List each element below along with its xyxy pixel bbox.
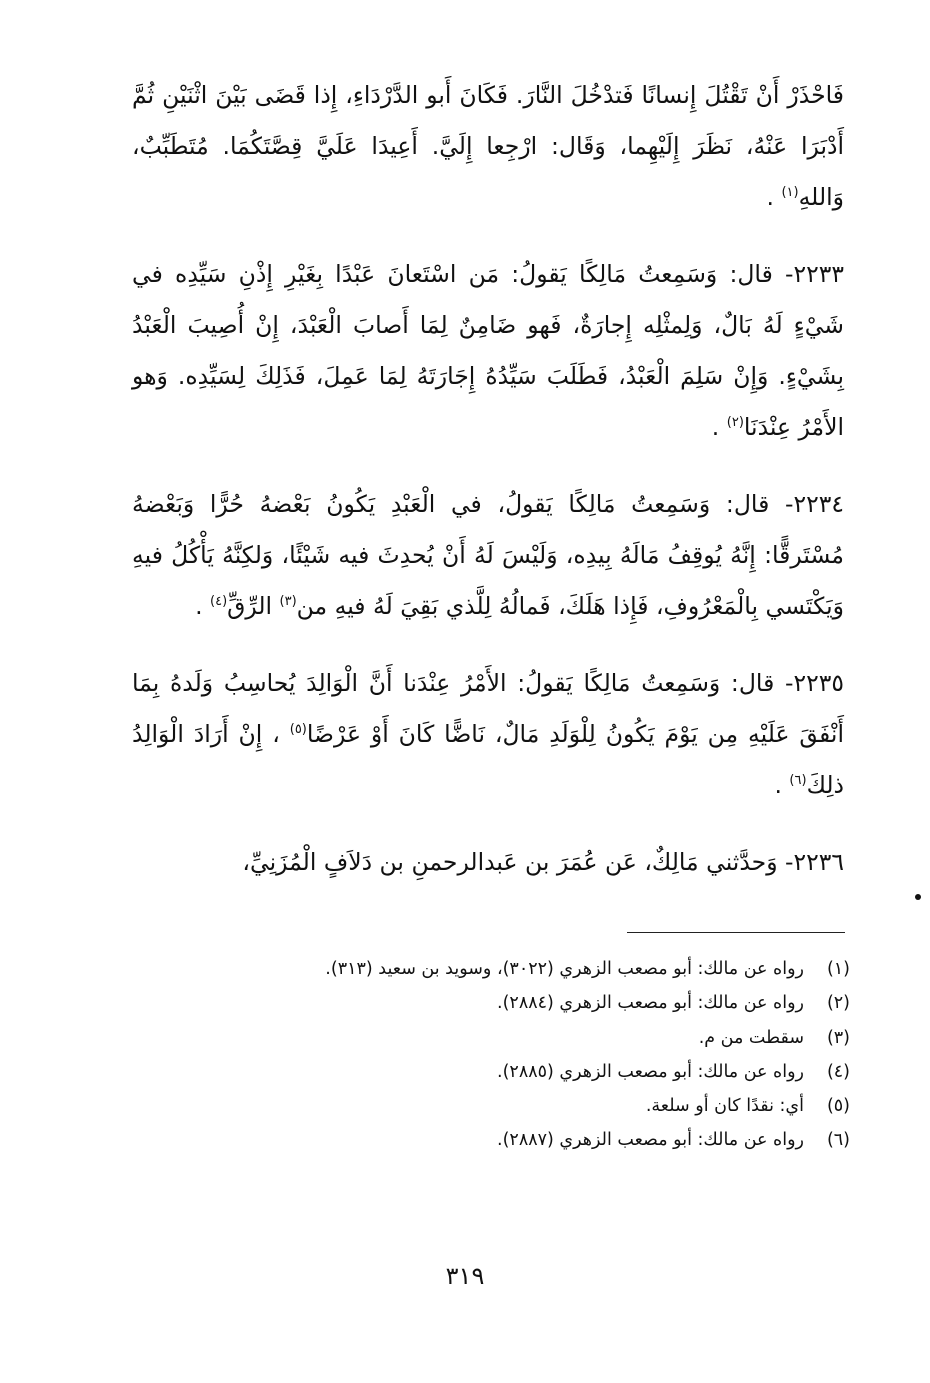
footnote [320, 1123, 850, 1157]
paragraph-text: ، إِنْ أَرَادَ الْوَالِدُ ذلِكَ [132, 720, 844, 799]
footnote-number: (٣) [826, 1027, 850, 1048]
footnote-number: (٥) [826, 1096, 850, 1117]
footnote-marker: (٦) [789, 773, 807, 789]
footnote-marker: (٣) [279, 594, 297, 610]
footnote [320, 986, 850, 1020]
footnote [320, 952, 850, 986]
footnote-text: رواه عن مالك: أبو مصعب الزهري (٢٨٨٤). [497, 993, 804, 1014]
footnote-marker: (٤) [210, 594, 228, 610]
footnote-text: رواه عن مالك: أبو مصعب الزهري (٢٨٨٥). [497, 1061, 804, 1082]
footnote-number: (٤) [826, 1061, 850, 1082]
margin-dot [915, 894, 921, 900]
paragraph [132, 479, 844, 632]
paragraph-text: ٢٢٣٤- قال: وَسَمِعتُ مَالِكًا يَقولُ، في الْعَبْدِ يَكُونُ بَعْضهُ حُرًّا وَبَعْضهُ مُسْتَرقًّا: إِنَّهُ يُوقِفُ مَالَهُ بِيدِه، وَلَيْسَ لَهُ أَنْ يُحدِثَ فيه شَيْئًا، وَلكِنَّهُ يَأْكُلُ فيهِ وَيَكْتَسي بِالْمَعْرُوفِ، فَإِذا هَلَكَ، فَمالُهُ لِلَّذي بَقِيَ لَهُ فيهِ من [132, 490, 844, 620]
paragraph [132, 658, 844, 811]
paragraph-text: فَاحْذَرْ أَنْ تَقْتُلَ إِنسانًا فَتدْخُلَ النَّارَ. فَكَانَ أَبو الدَّرْدَاءِ، إِذا قَضَى بَيْنَ اثْنَيْنِ ثُمَّ أَدْبَرَا عَنْهُ، نَظَرَ إِلَيْهِما، وَقَال: ارْجِعا إِلَيَّ. أَعِيدَا عَلَيَّ قِصَّتَكُمَا. مُتَطَبِّبٌ، وَاللهِ [132, 81, 844, 211]
footnote [320, 1089, 850, 1123]
footnotes [320, 952, 850, 1158]
paragraph-text: ٢٢٣٥- قال: وَسَمِعتُ مَالِكًا يَقولُ: الأَمْرُ عِنْدَنا أَنَّ الْوَالِدَ يُحاسِبُ وَلَدهُ بِمَا أَنْفَقَ عَلَيْهِ مِن يَوْمَ يَكُونُ لِلْوَلَدِ مَالٌ، نَاضًّا كَانَ أَوْ عَرْضًا [132, 669, 844, 748]
footnote-marker: (٢) [726, 415, 744, 431]
footnote [320, 1055, 850, 1089]
paragraph-text: . [774, 771, 790, 799]
paragraph-text: . [766, 183, 782, 211]
footnote-number: (٢) [826, 993, 850, 1014]
footnote-marker: (١) [781, 185, 799, 201]
paragraph [132, 70, 844, 223]
paragraph-text: ٢٢٣٣- قال: وَسَمِعتُ مَالِكًا يَقولُ: مَن اسْتَعانَ عَبْدًا بِغَيْرِ إِذْنِ سَيِّدِه في شَيْءٍ لَهُ بَالٌ، وَلِمثْلِه إِجارَةٌ، فَهو ضَامِنٌ لِمَا أَصابَ الْعَبْدَ، إِنْ أُصِيبَ الْعَبْدُ بِشَيْءٍ. وَإِنْ سَلِمَ الْعَبْدُ، فَطَلَبَ سَيِّدُهُ إِجَارَتَهُ لِمَا عَمِلَ، فَذَلِكَ لِسَيِّدِه. وَهو الأَمْرُ عِنْدَنَا [132, 260, 844, 441]
footnote [320, 1021, 850, 1055]
paragraph-text: . [195, 592, 211, 620]
paragraph-text: ٢٢٣٦- وَحدَّثني مَالِكٌ، عَن عُمَرَ بن عَبدالرحمنِ بن دَلاَفٍ الْمُزَنِيِّ، [242, 848, 844, 876]
paragraph [132, 249, 844, 453]
paragraph-text: الرِّقِّ [227, 592, 280, 620]
footnote-text: أي: نقدًا كان أو سلعة. [645, 1096, 804, 1117]
main-text [132, 70, 844, 914]
paragraph [132, 837, 844, 888]
footnote-number: (٦) [826, 1130, 850, 1151]
footnote-text: رواه عن مالك: أبو مصعب الزهري (٢٨٨٧). [497, 1130, 804, 1151]
footnote-separator [627, 932, 845, 933]
paragraph-text: . [711, 413, 727, 441]
footnote-marker: (٥) [289, 722, 307, 738]
page-number: ٣١٩ [445, 1262, 485, 1290]
footnote-text: رواه عن مالك: أبو مصعب الزهري (٣٠٢٢)، وسويد بن سعيد (٣١٣). [325, 959, 804, 979]
footnote-number: (١) [826, 959, 850, 979]
footnote-text: سقطت من م. [698, 1027, 804, 1048]
